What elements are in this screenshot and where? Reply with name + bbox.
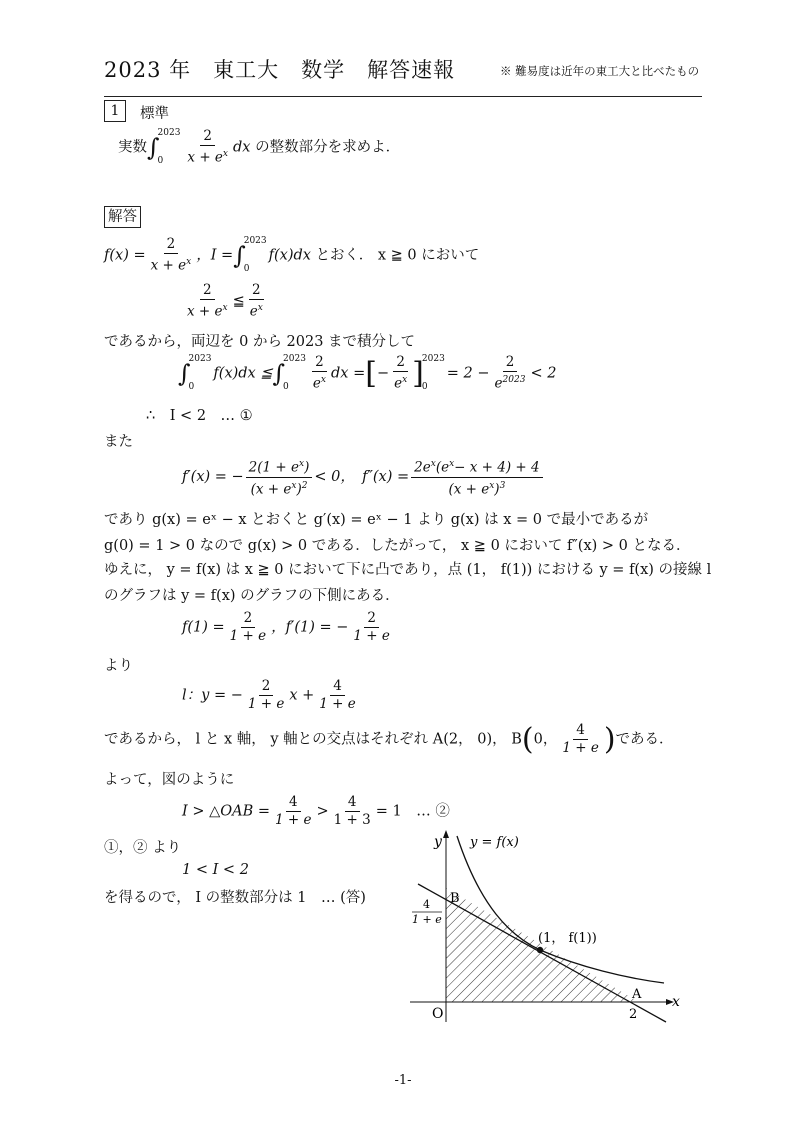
answer-line-2: $\frac{2}{x + e^x}$ ≦ $\frac{2}{e^x}$ [187, 282, 263, 320]
point-b-label: B [450, 891, 460, 906]
answer-line-15: であるから， l と x 軸， y 軸との交点はそれぞれ A(2， 0)， B(0， $\frac{4}{1 + e}$ )である． [104, 722, 674, 757]
tangent-graph [400, 826, 700, 1026]
answer-line-3: であるから，両辺を 0 から 2023 まで積分して [104, 334, 416, 350]
x-axis-label: x [672, 994, 680, 1010]
header-divider [104, 96, 702, 97]
tick-two-label: 2 [629, 1007, 638, 1022]
answer-line-16: よって，図のように [104, 772, 235, 788]
answer-label: 解答 [104, 206, 141, 228]
problem-number: 1 [104, 100, 126, 122]
difficulty-label: 標準 [140, 106, 169, 122]
answer-line-17: I > △OAB = $\frac{4}{1 + e}$ > $\frac{4}{1 + 3}$ = 1 … ② [182, 794, 450, 828]
integral-sign: ∫ [147, 133, 160, 162]
point-a-label: A [632, 987, 642, 1002]
answer-line-11: のグラフは y = f(x) のグラフの下側にある． [104, 588, 400, 604]
problem-statement: 実数∫ 2023 0 $\frac{2}{x + e^x}$ dx の整数部分を求めよ． [118, 128, 401, 167]
answer-line-9: g(0) = 1 > 0 なので g(x) > 0 である．したがって， x ≧ 0 において f″(x) > 0 となる． [104, 538, 691, 554]
y-axis-label: y [434, 834, 442, 850]
answer-line-20: を得るので， I の整数部分は 1 … (答) [104, 890, 366, 906]
answer-line-1: f(x) = $\frac{2}{x + e^x}$ ，I =∫ 2023 0 f(x)dx とおく． x ≧ 0 において [104, 236, 480, 275]
answer-line-18: ①，② より [104, 840, 182, 856]
page-title: 2023 年 東工大 数学 解答速報 [104, 58, 456, 82]
integral-limits: 2023 0 [157, 128, 181, 167]
problem-lead: 実数 [118, 139, 147, 156]
b-value-denominator: 1 + e [412, 913, 442, 926]
answer-line-19: 1 < I < 2 [182, 862, 249, 878]
b-value-numerator: 4 [423, 898, 430, 911]
answer-line-6: また [104, 434, 133, 450]
point-label: (1， f(1)) [538, 931, 597, 946]
curve-label: y = f(x) [470, 835, 519, 850]
y-axis-arrow [443, 830, 449, 838]
tangent-point [537, 947, 543, 953]
answer-line-7: f′(x) = − $\frac{2(1 + e^x)}{(x + e^x)^2}$ < 0， f″(x) = $\frac{2e^x(e^x- x + 4) + 4}{(x + e^x)^3}$ [182, 456, 545, 498]
answer-line-4: ∫ 2023 0 f(x)dx ≦∫ 2023 0 $\frac{2}{e^x}$ dx =[− $\frac{2}{e^x}$ ] 2023 0 = 2 − $\frac{2}{e^{2023}}$ < 2 [178, 354, 557, 393]
answer-line-8: であり g(x) = eˣ − x とおくと g′(x) = eˣ − 1 より g(x) は x = 0 で最小であるが [104, 512, 649, 528]
origin-label: O [432, 1006, 444, 1022]
answer-line-10: ゆえに， y = f(x) は x ≧ 0 において下に凸であり，点 (1， f(1)) における y = f(x) の接線 l [104, 562, 712, 578]
difficulty-note: ※ 難易度は近年の東工大と比べたもの [500, 64, 700, 78]
answer-line-12: f(1) = $\frac{2}{1 + e}$ ，f′(1) = − $\frac{2}{1 + e}$ [182, 610, 390, 644]
answer-line-5: ∴ I < 2 … ① [146, 408, 253, 424]
answer-line-13: より [104, 658, 133, 674]
integrand-fraction: $\frac{2}{x + e^x}$ [187, 128, 228, 166]
answer-line-14: l：y = − $\frac{2}{1 + e}$ x + $\frac{4}{1 + e}$ [182, 678, 356, 712]
page-number: -1- [394, 1073, 412, 1088]
